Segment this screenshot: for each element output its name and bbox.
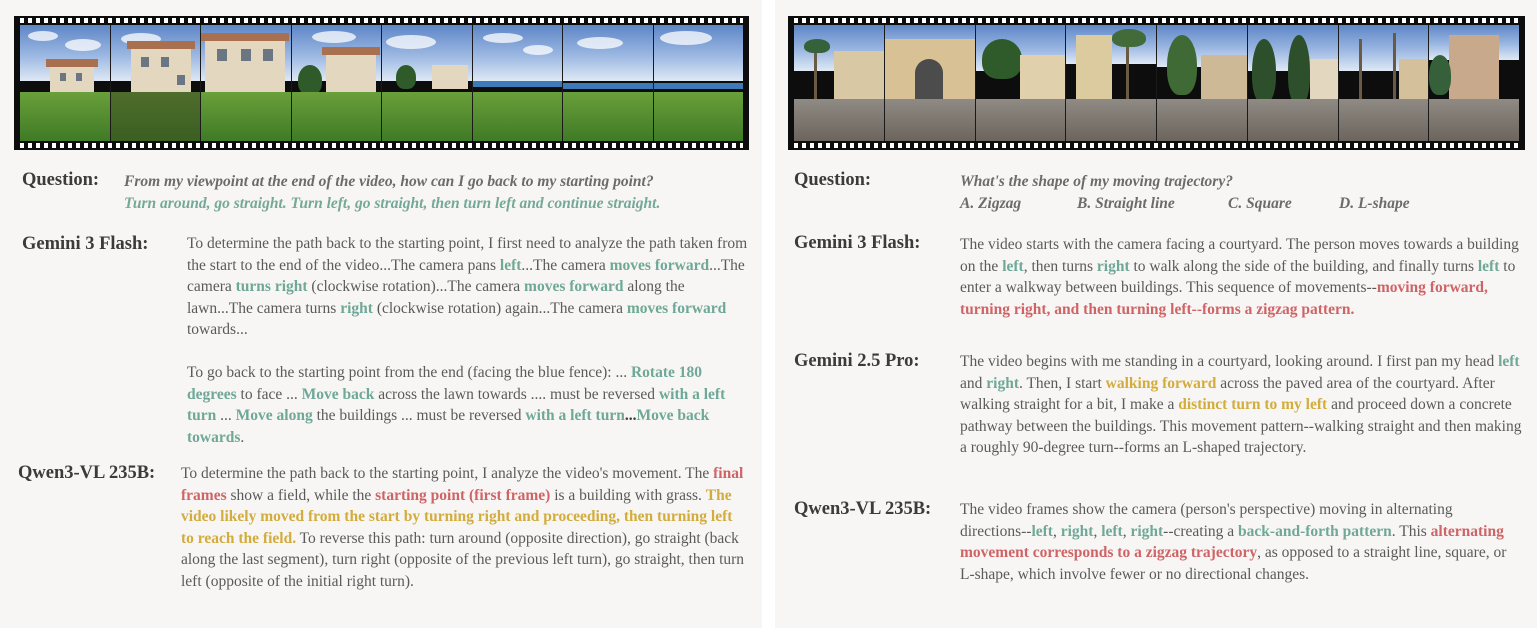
response-text: , then turns	[1023, 257, 1097, 275]
highlight-correct: left	[1477, 257, 1500, 275]
video-frame	[1339, 25, 1430, 141]
response-text: .	[240, 428, 245, 446]
response-text: and	[960, 374, 987, 392]
response-text: To determine the path back to the starting point, I first need to analyze the path taken from the start to the end of the video...The camera pans	[187, 235, 748, 274]
response-gemini-2-5-pro	[960, 351, 1522, 459]
film-perforation-top	[794, 18, 1519, 23]
video-frame	[292, 25, 383, 141]
video-filmstrip	[14, 16, 749, 150]
highlight-correct: Move back towards	[187, 407, 710, 446]
response-text: The video begins with me standing in a courtyard, looking around. I first pan my head	[960, 353, 1499, 370]
response-text: . Then, I start	[1018, 374, 1106, 392]
response-paragraph	[960, 351, 1522, 459]
response-text: is a building with grass.	[550, 486, 706, 504]
highlight-correct: back-and-forth pattern	[1238, 522, 1392, 540]
response-text: . This	[1391, 522, 1431, 540]
response-text: ...The camera	[187, 256, 745, 296]
question-label: Question:	[22, 170, 100, 190]
highlight-correct: moves forward	[609, 256, 710, 274]
response-paragraph	[960, 499, 1516, 585]
highlight-correct: left	[1002, 257, 1024, 275]
highlight-correct: Move back	[301, 385, 375, 403]
example-panel-left	[0, 0, 762, 628]
response-gemini-3-flash	[187, 233, 749, 448]
model-label-gemini-3-flash: Gemini 3 Flash:	[22, 234, 149, 254]
highlight-correct: right	[1096, 257, 1130, 275]
highlight-correct: with a left turn	[525, 407, 625, 425]
model-label-gemini-3-flash: Gemini 3 Flash:	[794, 233, 921, 253]
option-c: C. Square	[1228, 195, 1292, 212]
video-frame	[201, 25, 292, 141]
response-text: To reverse this path: turn around (opposite direction), go straight (back along the last segment), turn right (opposite of the previous left turn), go straight, then turn left (opposite of the initial right turn).	[181, 529, 745, 590]
highlight-error: final frames	[181, 465, 744, 504]
video-frame	[1429, 25, 1519, 141]
response-paragraph	[187, 233, 749, 341]
response-text: ...	[624, 407, 637, 425]
video-frame	[382, 25, 473, 141]
video-frame	[111, 25, 202, 141]
response-text: to walk along the side of the building, and finally turns	[1129, 257, 1478, 275]
response-text: along the lawn...The camera turns	[187, 278, 685, 317]
response-qwen3-vl	[181, 463, 749, 593]
question-text: What's the shape of my moving trajectory?	[960, 173, 1233, 190]
model-label-qwen3-vl: Qwen3-VL 235B:	[18, 463, 156, 483]
response-text: ...The camera	[521, 256, 610, 274]
response-text: ...	[216, 407, 236, 425]
highlight-correct: right	[340, 299, 373, 317]
response-text: the buildings ... must be reversed	[312, 407, 526, 425]
option-b-correct: B. Straight line	[1077, 195, 1175, 212]
highlight-correct: moves forward	[626, 299, 727, 317]
video-frame	[976, 25, 1067, 141]
option-a: A. Zigzag	[960, 195, 1022, 212]
response-text: ,	[1122, 522, 1131, 540]
highlight-correct: left	[1498, 353, 1520, 370]
highlight-error: moving forward, turning right, and then turning left--forms a zigzag pattern.	[960, 279, 1488, 318]
highlight-correct: moves forward	[524, 278, 624, 296]
highlight-correct: left	[1101, 522, 1123, 540]
highlight-correct: with a left turn	[187, 385, 726, 425]
response-paragraph	[960, 234, 1520, 320]
highlight-correct: right	[986, 374, 1019, 392]
highlight-correct: left	[499, 256, 522, 274]
video-frame	[885, 25, 976, 141]
response-paragraph	[187, 362, 749, 448]
model-label-qwen3-vl: Qwen3-VL 235B:	[794, 499, 932, 519]
response-text: show a field, while the	[226, 486, 376, 504]
video-frame	[794, 25, 885, 141]
response-text: --creating a	[1163, 522, 1239, 540]
film-perforation-bottom	[20, 143, 743, 148]
option-d: D. L-shape	[1339, 195, 1410, 212]
response-paragraph	[181, 463, 749, 593]
response-text: to enter a walkway between buildings. This sequence of movements--	[960, 257, 1516, 297]
highlight-correct: turns right	[235, 278, 308, 296]
highlight-partial: The video likely moved from the start by turning right and proceeding, then turning left to reach the field.	[181, 486, 733, 547]
highlight-correct: Move along	[235, 407, 313, 425]
response-text: across the paved area of the courtyard. After walking straight for a bit, I make a	[960, 374, 1495, 414]
highlight-correct: right	[1060, 522, 1094, 540]
video-frames	[20, 25, 743, 141]
response-text: , as opposed to a straight line, square, or L-shape, which involve fewer or no directional changes.	[960, 544, 1507, 583]
highlight-partial: distinct turn to my left	[1178, 396, 1328, 414]
response-text: and proceed down a concrete pathway between the buildings. This movement pattern--walking straight and then making a roughly 90-degree turn--forms an L-shaped trajectory.	[960, 396, 1522, 457]
response-text: The video starts with the camera facing a courtyard. The person moves towards a building on the	[960, 236, 1519, 275]
film-perforation-bottom	[794, 143, 1519, 148]
video-filmstrip	[788, 16, 1525, 150]
response-text: ,	[1052, 522, 1061, 540]
response-text: across the lawn towards .... must be reversed	[374, 385, 659, 403]
highlight-error: starting point (first frame)	[375, 486, 551, 504]
response-text: (clockwise rotation) again...The camera	[372, 299, 627, 317]
video-frame	[1248, 25, 1339, 141]
response-text: The video frames show the camera (person's perspective) moving in alternating directions--	[960, 501, 1453, 540]
highlight-correct: Rotate 180 degrees	[187, 363, 702, 403]
highlight-error: alternating movement corresponds to a zigzag trajectory	[960, 522, 1504, 562]
example-panel-right	[775, 0, 1537, 628]
video-frames	[794, 25, 1519, 141]
film-perforation-top	[20, 18, 743, 23]
video-frame	[654, 25, 744, 141]
response-text: towards...	[187, 321, 248, 339]
ground-truth-answer: Turn around, go straight. Turn left, go straight, then turn left and continue straight.	[124, 195, 661, 212]
highlight-correct: left	[1031, 522, 1053, 540]
highlight-correct: right	[1130, 522, 1164, 540]
response-text: (clockwise rotation)...The camera	[307, 278, 525, 296]
response-text: To go back to the starting point from the end (facing the blue fence): ...	[187, 363, 631, 381]
question-label: Question:	[794, 170, 872, 190]
response-text: to face ...	[236, 385, 302, 403]
model-label-gemini-2-5-pro: Gemini 2.5 Pro:	[794, 351, 920, 371]
response-text: ,	[1093, 522, 1102, 540]
response-gemini-3-flash	[960, 234, 1520, 320]
question-text: From my viewpoint at the end of the video, how can I go back to my starting point?	[124, 173, 654, 190]
video-frame	[20, 25, 111, 141]
video-frame	[1157, 25, 1248, 141]
response-text: To determine the path back to the starting point, I analyze the video's movement. The	[181, 465, 714, 482]
video-frame	[473, 25, 564, 141]
video-frame	[563, 25, 654, 141]
highlight-partial: walking forward	[1105, 374, 1217, 392]
video-frame	[1066, 25, 1157, 141]
response-qwen3-vl	[960, 499, 1516, 585]
